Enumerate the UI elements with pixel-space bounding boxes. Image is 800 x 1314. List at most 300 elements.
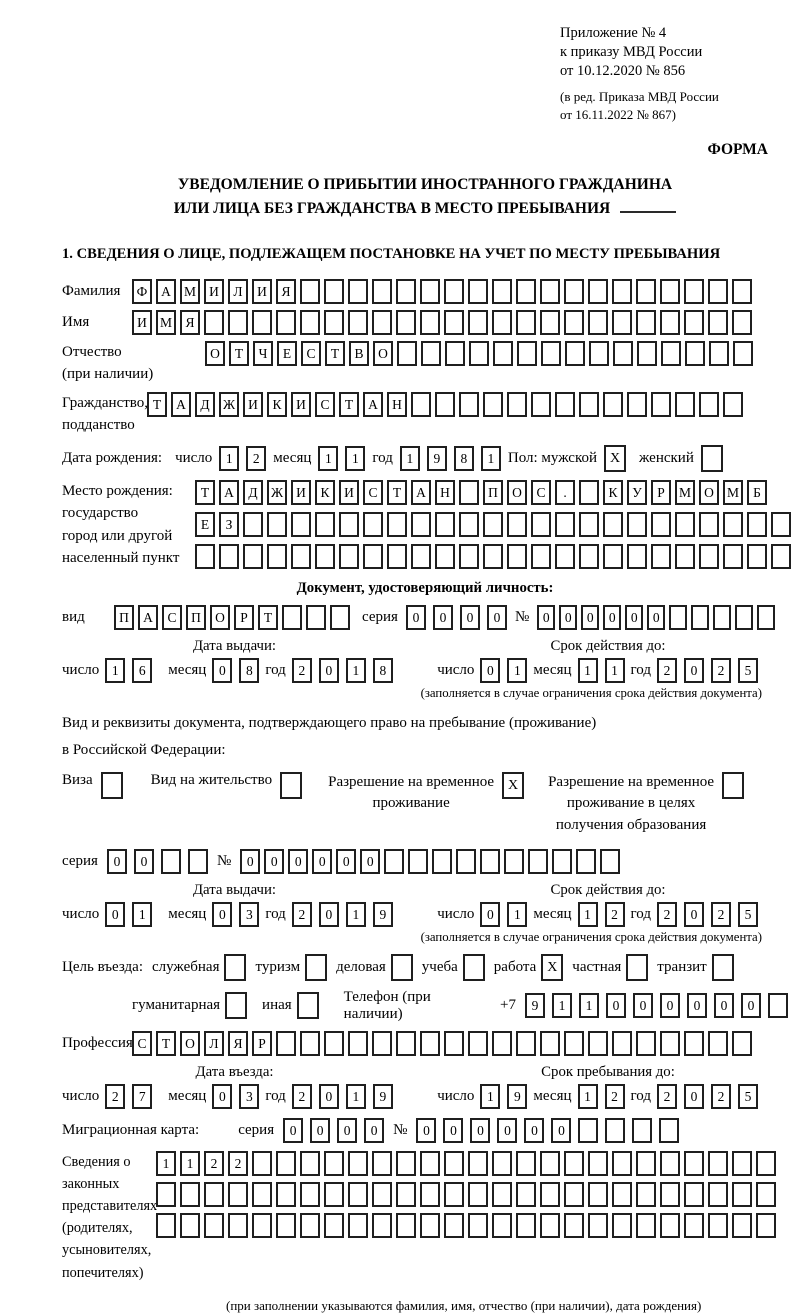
char-cell[interactable]: 9 (525, 993, 545, 1018)
char-cell[interactable] (492, 279, 512, 304)
char-cell[interactable] (339, 512, 359, 537)
char-cell[interactable] (224, 954, 246, 981)
char-cell[interactable]: Ф (132, 279, 152, 304)
char-cell[interactable]: О (210, 605, 230, 630)
char-cell[interactable] (516, 1151, 536, 1176)
char-cell[interactable]: 1 (180, 1151, 200, 1176)
char-cell[interactable] (756, 1213, 776, 1238)
char-cell[interactable] (661, 341, 681, 366)
char-cell[interactable] (228, 1182, 248, 1207)
char-cell[interactable] (324, 1031, 344, 1056)
char-cell[interactable]: А (138, 605, 158, 630)
char-cell[interactable]: Л (204, 1031, 224, 1056)
entry-day-cells[interactable] (105, 1084, 152, 1109)
char-cell[interactable]: 1 (507, 902, 527, 927)
char-cell[interactable]: Ж (219, 392, 239, 417)
char-cell[interactable] (723, 544, 743, 569)
char-cell[interactable]: 1 (481, 446, 501, 471)
char-cell[interactable] (463, 954, 485, 981)
char-cell[interactable]: 1 (345, 446, 365, 471)
char-cell[interactable] (267, 512, 287, 537)
permit-issue-year-cells[interactable] (292, 902, 393, 927)
char-cell[interactable]: О (507, 480, 527, 505)
char-cell[interactable] (444, 1031, 464, 1056)
char-cell[interactable]: У (627, 480, 647, 505)
permit-number-cells[interactable] (240, 849, 620, 874)
char-cell[interactable]: Я (228, 1031, 248, 1056)
birth-year-cells[interactable] (400, 446, 501, 471)
char-cell[interactable]: 0 (559, 605, 577, 630)
char-cell[interactable]: С (301, 341, 321, 366)
char-cell[interactable] (420, 1182, 440, 1207)
stay-year-cells[interactable] (657, 1084, 758, 1109)
char-cell[interactable]: О (180, 1031, 200, 1056)
char-cell[interactable] (732, 310, 752, 335)
char-cell[interactable]: М (180, 279, 200, 304)
char-cell[interactable]: 0 (319, 658, 339, 683)
char-cell[interactable] (252, 1151, 272, 1176)
char-cell[interactable] (691, 605, 709, 630)
char-cell[interactable]: 0 (264, 849, 284, 874)
char-cell[interactable]: Р (651, 480, 671, 505)
char-cell[interactable]: Р (234, 605, 254, 630)
residence-permit-checkbox[interactable] (280, 772, 302, 799)
representatives-cells-row1[interactable] (156, 1151, 776, 1176)
char-cell[interactable] (372, 1182, 392, 1207)
char-cell[interactable] (708, 1182, 728, 1207)
char-cell[interactable] (161, 849, 181, 874)
char-cell[interactable]: Н (435, 480, 455, 505)
char-cell[interactable]: 0 (470, 1118, 490, 1143)
char-cell[interactable] (675, 392, 695, 417)
char-cell[interactable]: 1 (219, 446, 239, 471)
char-cell[interactable] (612, 1151, 632, 1176)
char-cell[interactable] (348, 1213, 368, 1238)
char-cell[interactable] (492, 310, 512, 335)
char-cell[interactable] (445, 341, 465, 366)
purpose-tourism-checkbox[interactable] (305, 954, 327, 981)
char-cell[interactable] (348, 1182, 368, 1207)
char-cell[interactable] (708, 310, 728, 335)
char-cell[interactable] (384, 849, 404, 874)
char-cell[interactable] (603, 544, 623, 569)
char-cell[interactable]: 2 (204, 1151, 224, 1176)
char-cell[interactable] (324, 1151, 344, 1176)
char-cell[interactable] (675, 512, 695, 537)
char-cell[interactable]: А (171, 392, 191, 417)
char-cell[interactable]: И (132, 310, 152, 335)
char-cell[interactable] (612, 279, 632, 304)
char-cell[interactable] (555, 544, 575, 569)
char-cell[interactable] (708, 1213, 728, 1238)
entry-month-cells[interactable] (212, 1084, 259, 1109)
char-cell[interactable] (588, 310, 608, 335)
char-cell[interactable] (684, 310, 704, 335)
char-cell[interactable] (324, 310, 344, 335)
char-cell[interactable] (600, 849, 620, 874)
char-cell[interactable] (531, 392, 551, 417)
char-cell[interactable] (651, 544, 671, 569)
char-cell[interactable] (306, 605, 326, 630)
char-cell[interactable]: 0 (480, 658, 500, 683)
char-cell[interactable] (579, 512, 599, 537)
char-cell[interactable]: 2 (657, 902, 677, 927)
char-cell[interactable]: . (555, 480, 575, 505)
char-cell[interactable] (540, 1213, 560, 1238)
char-cell[interactable]: 1 (578, 658, 598, 683)
char-cell[interactable] (459, 480, 479, 505)
char-cell[interactable]: 2 (605, 902, 625, 927)
char-cell[interactable]: В (349, 341, 369, 366)
char-cell[interactable] (651, 392, 671, 417)
char-cell[interactable]: 0 (443, 1118, 463, 1143)
char-cell[interactable] (722, 772, 744, 799)
char-cell[interactable]: 0 (606, 993, 626, 1018)
char-cell[interactable]: 0 (433, 605, 453, 630)
char-cell[interactable] (732, 279, 752, 304)
char-cell[interactable] (324, 279, 344, 304)
char-cell[interactable]: 2 (228, 1151, 248, 1176)
char-cell[interactable] (540, 279, 560, 304)
char-cell[interactable]: 2 (711, 902, 731, 927)
char-cell[interactable]: 0 (524, 1118, 544, 1143)
char-cell[interactable]: X (541, 954, 563, 981)
char-cell[interactable]: С (132, 1031, 152, 1056)
char-cell[interactable] (516, 310, 536, 335)
char-cell[interactable] (579, 544, 599, 569)
char-cell[interactable] (669, 605, 687, 630)
char-cell[interactable]: И (243, 392, 263, 417)
char-cell[interactable]: 9 (427, 446, 447, 471)
char-cell[interactable]: 1 (552, 993, 572, 1018)
permit-issue-month-cells[interactable] (212, 902, 259, 927)
char-cell[interactable] (588, 1031, 608, 1056)
mc-number-cells[interactable] (416, 1118, 679, 1143)
char-cell[interactable]: Т (195, 480, 215, 505)
stay-day-cells[interactable] (480, 1084, 527, 1109)
char-cell[interactable]: 1 (318, 446, 338, 471)
char-cell[interactable]: 0 (283, 1118, 303, 1143)
char-cell[interactable]: 0 (633, 993, 653, 1018)
char-cell[interactable]: 0 (581, 605, 599, 630)
doc-valid-day-cells[interactable] (480, 658, 527, 683)
char-cell[interactable] (709, 341, 729, 366)
char-cell[interactable] (300, 1031, 320, 1056)
char-cell[interactable]: 5 (738, 1084, 758, 1109)
doc-issue-day-cells[interactable] (105, 658, 152, 683)
mc-series-cells[interactable] (283, 1118, 384, 1143)
char-cell[interactable]: И (291, 392, 311, 417)
char-cell[interactable] (708, 279, 728, 304)
char-cell[interactable] (305, 954, 327, 981)
char-cell[interactable] (540, 1182, 560, 1207)
char-cell[interactable] (636, 1151, 656, 1176)
char-cell[interactable] (444, 1182, 464, 1207)
char-cell[interactable] (188, 849, 208, 874)
char-cell[interactable]: О (373, 341, 393, 366)
char-cell[interactable] (612, 310, 632, 335)
char-cell[interactable]: 1 (578, 902, 598, 927)
char-cell[interactable]: 1 (579, 993, 599, 1018)
char-cell[interactable]: 0 (660, 993, 680, 1018)
char-cell[interactable] (578, 1118, 598, 1143)
char-cell[interactable]: 0 (107, 849, 127, 874)
char-cell[interactable]: 0 (134, 849, 154, 874)
purpose-study-checkbox[interactable] (463, 954, 485, 981)
char-cell[interactable]: Д (243, 480, 263, 505)
char-cell[interactable] (204, 1213, 224, 1238)
profession-cells[interactable] (132, 1031, 752, 1056)
sex-female-checkbox[interactable] (701, 445, 723, 472)
char-cell[interactable] (699, 544, 719, 569)
permit-valid-month-cells[interactable] (578, 902, 625, 927)
char-cell[interactable]: 0 (364, 1118, 384, 1143)
char-cell[interactable] (396, 279, 416, 304)
char-cell[interactable]: А (156, 279, 176, 304)
char-cell[interactable]: К (315, 480, 335, 505)
char-cell[interactable] (771, 544, 791, 569)
char-cell[interactable] (300, 1151, 320, 1176)
char-cell[interactable] (330, 605, 350, 630)
char-cell[interactable] (468, 1182, 488, 1207)
char-cell[interactable]: 0 (360, 849, 380, 874)
char-cell[interactable]: 6 (132, 658, 152, 683)
char-cell[interactable]: 1 (156, 1151, 176, 1176)
char-cell[interactable]: 0 (460, 605, 480, 630)
char-cell[interactable] (420, 1031, 440, 1056)
char-cell[interactable] (228, 1213, 248, 1238)
char-cell[interactable]: 0 (714, 993, 734, 1018)
char-cell[interactable]: П (483, 480, 503, 505)
char-cell[interactable]: 0 (319, 902, 339, 927)
char-cell[interactable] (507, 512, 527, 537)
char-cell[interactable] (636, 1182, 656, 1207)
char-cell[interactable] (444, 310, 464, 335)
char-cell[interactable] (564, 1031, 584, 1056)
char-cell[interactable] (372, 1213, 392, 1238)
representatives-cells-row3[interactable] (156, 1213, 776, 1238)
char-cell[interactable] (483, 544, 503, 569)
char-cell[interactable]: 1 (605, 658, 625, 683)
char-cell[interactable]: X (502, 772, 524, 799)
char-cell[interactable]: 0 (647, 605, 665, 630)
char-cell[interactable] (276, 1031, 296, 1056)
char-cell[interactable] (432, 849, 452, 874)
purpose-business-checkbox[interactable] (391, 954, 413, 981)
char-cell[interactable] (632, 1118, 652, 1143)
char-cell[interactable] (397, 341, 417, 366)
char-cell[interactable] (493, 341, 513, 366)
char-cell[interactable] (684, 1213, 704, 1238)
char-cell[interactable] (564, 1213, 584, 1238)
char-cell[interactable]: 0 (212, 902, 232, 927)
char-cell[interactable] (701, 445, 723, 472)
char-cell[interactable] (588, 1151, 608, 1176)
char-cell[interactable] (276, 310, 296, 335)
char-cell[interactable] (372, 1031, 392, 1056)
char-cell[interactable] (555, 392, 575, 417)
char-cell[interactable]: Я (180, 310, 200, 335)
char-cell[interactable]: З (219, 512, 239, 537)
char-cell[interactable] (732, 1151, 752, 1176)
char-cell[interactable] (516, 1213, 536, 1238)
char-cell[interactable] (517, 341, 537, 366)
char-cell[interactable]: 2 (292, 1084, 312, 1109)
char-cell[interactable] (579, 392, 599, 417)
char-cell[interactable] (732, 1213, 752, 1238)
char-cell[interactable] (300, 310, 320, 335)
char-cell[interactable]: 0 (288, 849, 308, 874)
permit-series-cells[interactable] (107, 849, 208, 874)
char-cell[interactable] (348, 1151, 368, 1176)
char-cell[interactable] (291, 544, 311, 569)
char-cell[interactable]: X (604, 445, 626, 472)
char-cell[interactable] (735, 605, 753, 630)
char-cell[interactable]: 1 (507, 658, 527, 683)
char-cell[interactable] (396, 1151, 416, 1176)
char-cell[interactable]: И (339, 480, 359, 505)
char-cell[interactable] (684, 1151, 704, 1176)
char-cell[interactable] (324, 1213, 344, 1238)
char-cell[interactable]: 0 (487, 605, 507, 630)
citizenship-cells[interactable] (147, 392, 743, 417)
purpose-work-checkbox[interactable] (541, 954, 563, 981)
char-cell[interactable]: 0 (336, 849, 356, 874)
char-cell[interactable]: 9 (507, 1084, 527, 1109)
char-cell[interactable] (564, 279, 584, 304)
char-cell[interactable] (195, 544, 215, 569)
char-cell[interactable]: 0 (319, 1084, 339, 1109)
char-cell[interactable] (420, 310, 440, 335)
purpose-transit-checkbox[interactable] (712, 954, 734, 981)
char-cell[interactable] (468, 310, 488, 335)
char-cell[interactable] (732, 1031, 752, 1056)
char-cell[interactable]: С (315, 392, 335, 417)
char-cell[interactable] (531, 544, 551, 569)
char-cell[interactable] (612, 1182, 632, 1207)
char-cell[interactable] (372, 310, 392, 335)
char-cell[interactable] (300, 279, 320, 304)
char-cell[interactable] (636, 310, 656, 335)
char-cell[interactable] (627, 512, 647, 537)
char-cell[interactable] (469, 341, 489, 366)
char-cell[interactable]: А (219, 480, 239, 505)
char-cell[interactable] (315, 512, 335, 537)
char-cell[interactable] (540, 1151, 560, 1176)
char-cell[interactable] (396, 1213, 416, 1238)
char-cell[interactable] (243, 512, 263, 537)
char-cell[interactable] (651, 512, 671, 537)
char-cell[interactable] (291, 512, 311, 537)
char-cell[interactable]: 0 (406, 605, 426, 630)
doc-series-cells[interactable] (406, 605, 507, 630)
char-cell[interactable]: М (675, 480, 695, 505)
char-cell[interactable] (660, 1213, 680, 1238)
char-cell[interactable] (391, 954, 413, 981)
char-cell[interactable] (603, 392, 623, 417)
char-cell[interactable]: Т (325, 341, 345, 366)
char-cell[interactable] (204, 1182, 224, 1207)
char-cell[interactable]: 1 (578, 1084, 598, 1109)
char-cell[interactable] (468, 1031, 488, 1056)
char-cell[interactable] (408, 849, 428, 874)
char-cell[interactable]: Д (195, 392, 215, 417)
char-cell[interactable] (555, 512, 575, 537)
char-cell[interactable]: 8 (373, 658, 393, 683)
char-cell[interactable] (733, 341, 753, 366)
char-cell[interactable]: Я (276, 279, 296, 304)
char-cell[interactable]: 0 (105, 902, 125, 927)
char-cell[interactable]: Л (228, 279, 248, 304)
entry-year-cells[interactable] (292, 1084, 393, 1109)
char-cell[interactable] (708, 1031, 728, 1056)
char-cell[interactable] (684, 1031, 704, 1056)
char-cell[interactable] (315, 544, 335, 569)
char-cell[interactable] (747, 512, 767, 537)
char-cell[interactable] (435, 392, 455, 417)
char-cell[interactable] (276, 1182, 296, 1207)
char-cell[interactable] (528, 849, 548, 874)
char-cell[interactable] (204, 310, 224, 335)
char-cell[interactable]: 8 (239, 658, 259, 683)
char-cell[interactable] (507, 544, 527, 569)
char-cell[interactable] (531, 512, 551, 537)
char-cell[interactable]: 1 (132, 902, 152, 927)
char-cell[interactable]: 1 (400, 446, 420, 471)
char-cell[interactable] (276, 1213, 296, 1238)
char-cell[interactable] (282, 605, 302, 630)
char-cell[interactable] (756, 1182, 776, 1207)
char-cell[interactable] (588, 279, 608, 304)
char-cell[interactable] (747, 544, 767, 569)
char-cell[interactable] (297, 992, 319, 1019)
char-cell[interactable]: Е (277, 341, 297, 366)
char-cell[interactable]: О (699, 480, 719, 505)
char-cell[interactable] (699, 512, 719, 537)
char-cell[interactable]: Т (339, 392, 359, 417)
char-cell[interactable] (225, 992, 247, 1019)
char-cell[interactable]: Б (747, 480, 767, 505)
char-cell[interactable] (420, 1151, 440, 1176)
char-cell[interactable] (552, 849, 572, 874)
char-cell[interactable]: Ж (267, 480, 287, 505)
char-cell[interactable] (280, 772, 302, 799)
char-cell[interactable] (444, 1151, 464, 1176)
char-cell[interactable] (540, 310, 560, 335)
char-cell[interactable] (588, 1213, 608, 1238)
char-cell[interactable] (468, 1213, 488, 1238)
char-cell[interactable] (675, 544, 695, 569)
char-cell[interactable] (712, 954, 734, 981)
char-cell[interactable] (685, 341, 705, 366)
char-cell[interactable] (459, 392, 479, 417)
char-cell[interactable] (156, 1213, 176, 1238)
char-cell[interactable]: 0 (497, 1118, 517, 1143)
char-cell[interactable] (387, 512, 407, 537)
char-cell[interactable]: О (205, 341, 225, 366)
char-cell[interactable] (507, 392, 527, 417)
patronymic-cells[interactable] (205, 341, 753, 366)
char-cell[interactable] (627, 544, 647, 569)
doc-issue-month-cells[interactable] (212, 658, 259, 683)
char-cell[interactable]: 1 (346, 658, 366, 683)
char-cell[interactable]: П (114, 605, 134, 630)
char-cell[interactable] (411, 544, 431, 569)
char-cell[interactable]: 0 (741, 993, 761, 1018)
stay-month-cells[interactable] (578, 1084, 625, 1109)
char-cell[interactable] (219, 544, 239, 569)
char-cell[interactable]: С (531, 480, 551, 505)
